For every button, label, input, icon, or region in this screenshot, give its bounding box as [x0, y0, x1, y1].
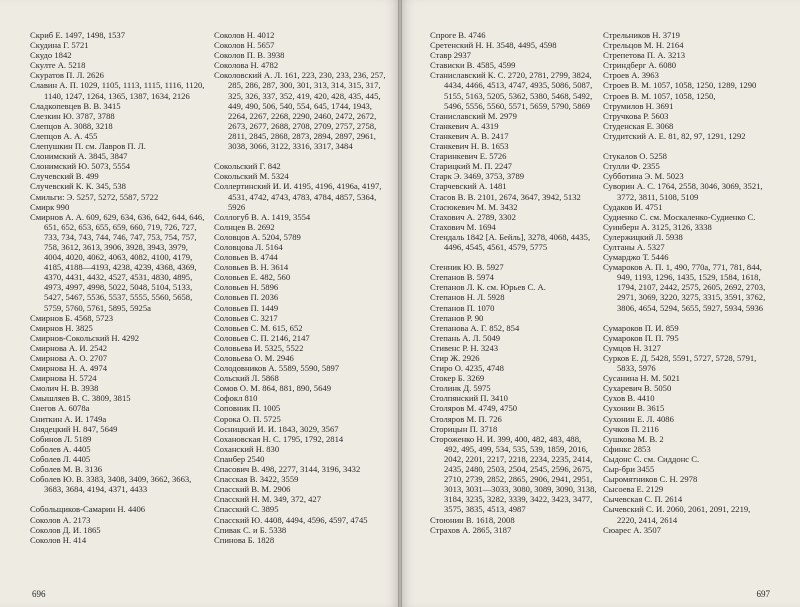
index-entry: Стиро О. 4235, 4748 [430, 363, 504, 374]
index-entry: Сыромятников С. Н. 2978 [603, 474, 698, 485]
index-entry: Сыдонс С. см. Сиддонс С. [603, 453, 700, 464]
index-entry: Соловцов А. 5204, 5789 [214, 231, 301, 242]
index-entry: Степанов П. 1070 [430, 302, 495, 313]
index-entry: Соколов Н. 414 [30, 534, 87, 545]
index-entry: Солодовников А. 5589, 5590, 5897 [214, 363, 340, 374]
index-entry [603, 313, 770, 323]
index-entry: Стенник Ю. В. 5927 [430, 262, 504, 273]
index-entry: Снегов А. 6078a [30, 403, 90, 414]
index-entry: Сторицын П. 3718 [430, 423, 498, 434]
index-entry: Соловьев С. П. 2146, 2147 [214, 332, 310, 343]
index-entry: Скулте А. 5218 [30, 60, 86, 71]
index-entry: Соколов Н. 4012 [214, 30, 275, 40]
index-entry: Сучков П. 2116 [603, 423, 659, 434]
index-entry: Степанова А. Г. 852, 854 [430, 322, 520, 333]
index-entry: Страхов А. 2865, 3187 [430, 524, 512, 535]
left-column-2 [214, 30, 392, 585]
book-gutter [398, 0, 402, 607]
index-entry: Сокольский М. 5324 [214, 171, 289, 182]
index-entry: Случевский К. К. 345, 538 [30, 181, 126, 192]
index-entry: Судаков И. 4751 [603, 201, 663, 212]
index-entry: Смолич Н. В. 3938 [30, 383, 99, 394]
index-entry: Столяров М. 4749, 4750 [430, 403, 518, 414]
index-entry [214, 151, 392, 161]
index-entry: Спинова Б. 1828 [214, 534, 275, 545]
index-entry: Спасский В. М. 2906 [214, 484, 291, 495]
page-number-right: 697 [756, 589, 770, 599]
index-entry: Стир Ж. 2926 [430, 353, 480, 363]
page-right [400, 0, 800, 607]
index-entry: Соловьев П. 1449 [214, 302, 279, 313]
index-entry: Суворин А. С. 1764, 2558, 3046, 3069, 3521, 3772, 3811, 5108, 5109 [603, 181, 763, 202]
index-entry: Стоюнин В. 1618, 2008 [430, 514, 515, 525]
left-column-1 [30, 30, 208, 585]
index-entry: Стороженко Н. И. 399, 400, 482, 483, 488, 492, 495, 499, 534, 535, 539, 1859, 2016, 2042, 2201, 2217, 2218, 2234, 2235, 2414, 2435, 2480, 2503, 2504, 2545, 2596, 2675, 2710, 2739, 2852, 2865, 2906, 2941, 2951, 3013, 3031—3033, 3080, 3089, 3090, 3138, 3184, 3235, 3282, 3339, 3422, 3423, 3477, 3575, 3835, 4513, 4987 [430, 433, 597, 515]
index-entry: Станиславский К. С. 2720, 2781, 2799, 3824, 4434, 4466, 4513, 4747, 4935, 5086, 5087, 5155, 5163, 5205, 5362, 5380, 5468, 5492, 5496, 5556, 5560, 5571, 5659, 5790, 5869 [430, 70, 593, 111]
index-entry: Соповник П. 1005 [214, 403, 281, 414]
index-entry: Спроге В. 4746 [430, 30, 486, 40]
index-entry: Сумароков П. П. 795 [603, 332, 679, 343]
index-entry: Стулли Ф. 2355 [603, 161, 660, 172]
index-entry: Сюарес А. 3507 [603, 524, 661, 535]
index-entry: Сольский Л. 5868 [214, 373, 279, 384]
index-entry: Стрельников Н. 3719 [603, 30, 680, 40]
index-entry: Смирнов Б. 4568, 5723 [30, 312, 114, 323]
index-entry: Старк Э. 3469, 3753, 3789 [430, 171, 525, 182]
index-entry: Скриб Е. 1497, 1498, 1537 [30, 30, 126, 40]
index-entry: Спанбер 2540 [214, 453, 265, 464]
index-entry [430, 252, 597, 262]
index-entry: Суинберн А. 3125, 3126, 3338 [603, 221, 712, 232]
index-entry: Сысоева Е. 2129 [603, 484, 664, 495]
index-entry: Сосницкий И. И. 1843, 3029, 3567 [214, 423, 339, 434]
index-entry: Сомов О. М. 864, 881, 890, 5649 [214, 383, 331, 394]
index-entry: Соколовский А. Л. 161, 223, 230, 233, 236, 257, 285, 286, 287, 300, 301, 313, 314, 315, 317, 325, 326, 337, 352, 419, 420, 428, 435, 445, 449, 490, 506, 540, 554, 645, 1744, 1943, 2264, 2267, 2268, 2290, 2460, 2472, 2672, 2673, 2677, 2688, 2708, 2709, 2757, 2758, 2811, 2845, 2868, 2873, 2894, 2897, 2961, 3038, 3066, 3122, 3316, 3317, 3484 [214, 70, 386, 152]
index-entry: Слепцов А. А. 455 [30, 130, 98, 141]
index-entry: Соловьев Е. 482, 560 [214, 272, 291, 283]
index-entry: Соловьев В. 4744 [214, 252, 278, 263]
index-entry: Строев В. М. 1057, 1058, 1250, 1289, 1290 [603, 80, 757, 91]
index-entry: Старинкевич Е. 5726 [430, 151, 507, 162]
index-entry: Сретенский Н. Н. 3548, 4495, 4598 [430, 40, 557, 51]
index-entry: Столяров М. П. 726 [430, 413, 502, 424]
index-entry: Смирнов Н. 3825 [30, 322, 93, 333]
index-entry: Субботина Э. М. 5023 [603, 171, 684, 182]
index-entry: Сухонин В. 3615 [603, 403, 665, 414]
index-entry: Соллогуб В. А. 1419, 3554 [214, 211, 311, 222]
index-entry: Стахович А. 2789, 3302 [430, 211, 516, 222]
index-entry: Станкевич А. 4319 [430, 120, 499, 131]
index-entry: Столпянский П. 3410 [430, 393, 508, 404]
index-entry: Сорока О. П. 5725 [214, 413, 281, 424]
index-entry: Строев В. М. 1057, 1058, 1250, [603, 90, 716, 101]
page-number-left: 696 [32, 589, 46, 599]
index-entry: Соболев А. 4405 [30, 443, 91, 454]
index-entry: Старицкий М. П. 2247 [430, 161, 512, 172]
index-entry: Скуратов П. Л. 2626 [30, 70, 104, 81]
index-entry: Слонимский А. 3845, 3847 [30, 151, 128, 162]
index-entry: Снядецкий Н. 847, 5649 [30, 423, 118, 434]
index-entry: Смирнова А. И. 2542 [30, 342, 108, 353]
index-entry: Солнцев В. 2692 [214, 221, 275, 232]
index-entry: Слонимский Ю. 5073, 5554 [30, 161, 131, 172]
index-entry: Соловьева И. 5325, 5522 [214, 342, 304, 353]
index-entry: Смирк 990 [30, 201, 70, 212]
index-entry: Сумароков А. П. 1, 490, 770a, 771, 781, 844, 949, 1193, 1296, 1435, 1529, 1584, 1618, 1794, 2107, 2442, 2575, 2605, 2692, 2703, 2971, 3069, 3220, 3275, 3315, 3591, 3762, 3806, 4654, 5294, 5655, 5927, 5934, 5936 [603, 262, 766, 313]
index-entry: Сухов В. 4410 [603, 393, 655, 404]
index-entry: Соколов Н. 5657 [214, 40, 275, 51]
index-entry: Сумцов Н. 3127 [603, 342, 661, 353]
index-entry: Сусанина Н. М. 5021 [603, 373, 680, 384]
index-entry: Смирнова Н. А. 4974 [30, 363, 108, 374]
index-entry: Соловьев П. 2036 [214, 292, 279, 303]
index-entry: Студитский А. Е. 81, 82, 97, 1291, 1292 [603, 130, 746, 141]
index-entry: Смирнов-Сокольский Н. 4292 [30, 332, 140, 343]
index-entry: Спасский Ю. 4408, 4494, 4596, 4597, 4745 [214, 514, 368, 525]
index-entry: Спасович В. 498, 2277, 3144, 3196, 3432 [214, 464, 361, 475]
index-entry: Сурков Е. Д. 5428, 5591, 5727, 5728, 5791, 5833, 5976 [603, 353, 757, 374]
index-entry: Стасов В. В. 2101, 2674, 3647, 3942, 5132 [430, 191, 581, 202]
index-entry: Стручкова Р. 5603 [603, 110, 669, 121]
index-entry: Соколов А. 2173 [30, 514, 91, 525]
index-entry [603, 141, 770, 151]
index-entry: Станиславский М. 2979 [430, 110, 517, 121]
index-entry: Сумароков П. И. 859 [603, 322, 679, 333]
index-entry: Софокл 810 [214, 393, 258, 404]
index-entry: Строев А. 3963 [603, 70, 659, 81]
index-entry: Скудина Г. 5721 [30, 40, 89, 51]
index-entry: Соколов П. В. 3938 [214, 50, 285, 61]
index-entry: Стокер Б. 3269 [430, 373, 485, 384]
index-entry: Соловцова Л. 5164 [214, 241, 283, 252]
index-entry: Сухонин Е. Л. 4086 [603, 413, 674, 424]
index-entry: Сфинкс 2853 [603, 443, 651, 454]
index-entry: Смирнова А. О. 2707 [30, 353, 108, 363]
index-entry: Степанов В. 5974 [430, 272, 494, 283]
index-entry: Смышляев В. С. 3809, 3815 [30, 393, 131, 404]
index-entry: Сумарджо Т. 5446 [603, 252, 669, 263]
index-entry: Султаны А. 5327 [603, 241, 665, 252]
index-entry: Собольщиков-Самарин Н. 4406 [30, 504, 146, 515]
index-entry: Слепушкин П. см. Лавров П. Л. [30, 141, 146, 152]
index-entry: Стрельцов М. Н. 2164 [603, 40, 684, 51]
index-entry: Степань А. Л. 5049 [430, 332, 501, 343]
index-entry: Ставр 2937 [430, 50, 471, 61]
index-entry: Слепцов А. 3088, 3218 [30, 120, 113, 131]
index-entry: Собинов Л. 5189 [30, 433, 92, 444]
index-entry: Старчевский А. 1481 [430, 181, 507, 192]
index-entry: Стивенс Р. Н. 3243 [430, 342, 499, 353]
index-entry: Соловьев С. М. 615, 652 [214, 322, 303, 333]
index-entry: Соловьев Н. 5896 [214, 282, 279, 293]
index-entry: Смильги: Э. 5257, 5272, 5587, 5722 [30, 191, 159, 202]
index-entry: Стасюкевич М. М. 3432 [430, 201, 518, 212]
index-entry: Сохановская Н. С. 1795, 1792, 2814 [214, 433, 344, 444]
index-entry: Сушкова М. В. 2 [603, 433, 664, 444]
index-entry: Сладкопевцев В. В. 3415 [30, 100, 121, 111]
index-entry: Смирнова Н. 5724 [30, 373, 97, 384]
index-entry: Сычевский С. И. 2060, 2061, 2091, 2219, 2220, 2414, 2614 [603, 504, 751, 525]
index-entry: Студенская Е. 3068 [603, 120, 674, 131]
index-entry: Сниткин А. И. 1749a [30, 413, 107, 424]
index-entry: Стукалов О. 5258 [603, 151, 667, 162]
index-entry: Сухаревич В. 5050 [603, 383, 672, 394]
index-entry: Соханский Н. 830 [214, 443, 280, 454]
index-entry: Струмилов Н. 3691 [603, 100, 674, 111]
index-entry: Соболев М. В. 3136 [30, 464, 103, 475]
index-entry: Сулержицкий Л. 5938 [603, 231, 683, 242]
index-entry: Соловьев В. Н. 3614 [214, 262, 289, 273]
index-entry: Смирнов А. А. 609, 629, 634, 636, 642, 644, 646, 651, 652, 653, 655, 659, 660, 719, 726, 727, 733, 734, 743, 744, 746, 747, 753, 754, 757, 758, 3612, 3613, 3906, 3928, 3943, 3979, 4004, 4020, 4062, 4063, 4082, 4100, 4179, 4185, 4188—4193, 4238, 4239, 4368, 4369, 4370, 4431, 4432, 4527, 4531, 4830, 4895, 4973, 4997, 4998, 5022, 5048, 5104, 5133, 5427, 5467, 5536, 5537, 5555, 5560, 5658, 5759, 5760, 5761, 5895, 5925a [30, 211, 205, 313]
index-entry: Соловьева О. М. 2946 [214, 353, 294, 363]
index-entry: Степанов Л. К. см. Юрьев С. А. [430, 282, 546, 293]
index-entry: Степанов Н. Л. 5928 [430, 292, 505, 303]
index-entry: Слезкин Ю. 3787, 3788 [30, 110, 115, 121]
index-entry: Славин А. П. 1029, 1105, 1113, 1115, 1116, 1120, 1140, 1247, 1264, 1365, 1387, 1634, 2126 [30, 80, 205, 101]
index-entry: Спивак С. и Б. 5338 [214, 524, 287, 535]
index-entry: Сычевская С. П. 2614 [603, 494, 683, 505]
index-entry: Стриндберг А. 6080 [603, 60, 677, 71]
index-entry: Спасский Н. М. 349, 372, 427 [214, 494, 322, 505]
right-column-2 [603, 30, 770, 585]
index-entry: Соловьев С. 3217 [214, 312, 278, 323]
index-entry: Судиенко С. см. Москаленко-Судиенко С. [603, 211, 756, 222]
index-entry: Столинк Д. 5975 [430, 383, 491, 394]
index-entry: Спасский С. 3895 [214, 504, 279, 515]
index-entry: Стахович М. 1694 [430, 221, 496, 232]
index-entry: Степанов Р. 90 [430, 312, 484, 323]
index-entry: Станкевич А. В. 2417 [430, 130, 509, 141]
index-entry [30, 494, 208, 504]
index-entry: Сыр-бри 3455 [603, 464, 655, 475]
index-entry: Сокольский Г. 842 [214, 161, 281, 172]
index-entry: Соллертинский И. И. 4195, 4196, 4196a, 4197, 4531, 4742, 4743, 4783, 4784, 4857, 5364, 5926 [214, 181, 382, 212]
right-column-1 [430, 30, 597, 585]
index-entry: Стрепетова П. А. 3213 [603, 50, 686, 61]
index-entry: Стависки В. 4585, 4599 [430, 60, 516, 71]
index-entry: Скудо 1842 [30, 50, 72, 61]
index-entry: Станкевич Н. В. 1653 [430, 141, 509, 152]
index-entry: Соколов Д. И. 1865 [30, 524, 101, 535]
index-entry: Спасская В. 3422, 3559 [214, 474, 299, 485]
index-entry: Случевский В. 499 [30, 171, 99, 182]
index-entry: Соболев Ю. В. 3383, 3408, 3409, 3662, 3663, 3683, 3684, 4194, 4371, 4433 [30, 474, 192, 495]
index-entry: Стендаль 1842 [А. Бейль], 3278, 4068, 4435, 4496, 4545, 4561, 4579, 5775 [430, 231, 591, 252]
index-entry: Соколова Н. 4782 [214, 60, 279, 71]
index-entry: Соболев Л. 4405 [30, 453, 91, 464]
